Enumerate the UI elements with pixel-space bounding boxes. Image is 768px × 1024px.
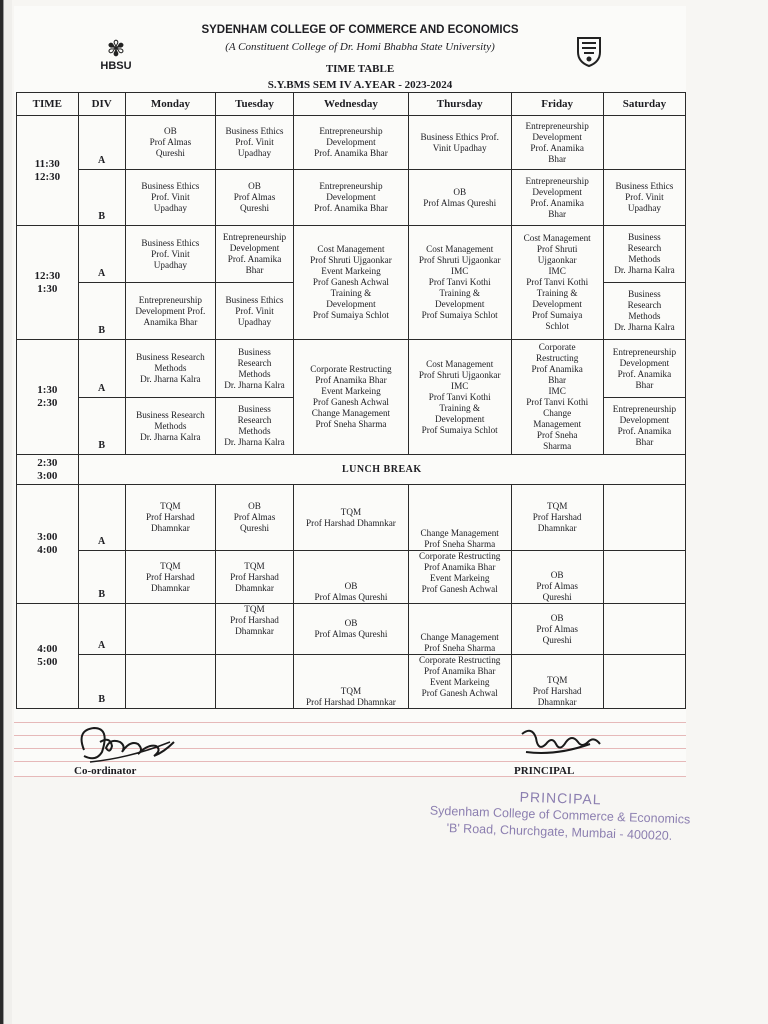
column-header: DIV	[78, 93, 125, 116]
schedule-cell: Entrepreneurship Development Prof. Anamika Bhar	[603, 340, 685, 398]
table-row	[17, 170, 686, 226]
div-cell: B	[78, 655, 125, 709]
time-cell: 3:00 4:00	[17, 485, 79, 604]
time-cell: 12:30 1:30	[17, 226, 79, 340]
schedule-cell: Entrepreneurship Development Prof. Anamika Bhar	[294, 170, 409, 226]
schedule-cell: OB Prof Almas Qureshi	[216, 170, 294, 226]
schedule-cell: Entrepreneurship Development Prof. Anamika Bhar	[511, 170, 603, 226]
schedule-cell	[603, 655, 685, 709]
div-cell: A	[78, 116, 125, 170]
stamp-title: PRINCIPAL	[519, 788, 602, 808]
stamp-line: 'B' Road, Churchgate, Mumbai - 400020.	[446, 821, 673, 843]
time-cell: 2:30 3:00	[17, 455, 79, 485]
schedule-cell: TQM Prof Harshad Dhamnkar	[216, 551, 294, 604]
time-cell: 4:00 5:00	[17, 604, 79, 709]
div-cell: A	[78, 226, 125, 283]
schedule-cell: OB Prof Almas Qureshi	[294, 551, 409, 604]
schedule-cell: Entrepreneurship Development Prof. Anamika Bhar	[125, 283, 215, 340]
schedule-cell	[603, 551, 685, 604]
schedule-cell: Business Research Methods Dr. Jharna Kalra	[603, 226, 685, 283]
schedule-cell: Corporate Restructing Prof Anamika Bhar Event Markeing Prof Ganesh Achwal	[408, 551, 511, 604]
schedule-cell	[125, 604, 215, 655]
schedule-cell: Change Management Prof Sneha Sharma	[408, 604, 511, 655]
table-row	[17, 551, 686, 604]
schedule-cell: Business Ethics Prof. Vinit Upadhay	[603, 170, 685, 226]
schedule-cell	[603, 604, 685, 655]
timetable	[16, 92, 686, 709]
schedule-cell: OB Prof Almas Qureshi	[511, 604, 603, 655]
table-row	[17, 604, 686, 655]
schedule-cell: TQM Prof Harshad Dhamnkar	[216, 604, 294, 655]
schedule-cell: TQM Prof Harshad Dhamnkar	[511, 485, 603, 551]
column-header: TIME	[17, 93, 79, 116]
schedule-cell: Entrepreneurship Development Prof. Anamika Bhar	[603, 398, 685, 455]
schedule-cell: Cost Management Prof Shruti Ujgaonkar IMC Prof Tanvi Kothi Training & Development Prof Sumaiya Schlot	[408, 340, 511, 455]
schedule-cell: Business Ethics Prof. Vinit Upadhay	[216, 283, 294, 340]
time-cell: 1:30 2:30	[17, 340, 79, 455]
column-header: Wednesday	[294, 93, 409, 116]
schedule-cell: Entrepreneurship Development Prof. Anamika Bhar	[294, 116, 409, 170]
schedule-cell: OB Prof Almas Qureshi	[294, 604, 409, 655]
column-header: Thursday	[408, 93, 511, 116]
schedule-cell	[603, 485, 685, 551]
principal-signature-icon	[516, 722, 606, 762]
div-cell: A	[78, 604, 125, 655]
column-header: Monday	[125, 93, 215, 116]
table-row	[17, 485, 686, 551]
div-cell: B	[78, 551, 125, 604]
table-row	[17, 655, 686, 709]
table-row	[17, 455, 686, 485]
schedule-cell: Business Ethics Prof. Vinit Upadhay	[408, 116, 511, 170]
schedule-cell: Business Research Methods Dr. Jharna Kalra	[125, 340, 215, 398]
schedule-cell: Entrepreneurship Development Prof. Anamika Bhar	[511, 116, 603, 170]
schedule-cell: Business Research Methods Dr. Jharna Kalra	[216, 398, 294, 455]
schedule-cell: OB Prof Almas Qureshi	[511, 551, 603, 604]
schedule-cell: TQM Prof Harshad Dhamnkar	[294, 655, 409, 709]
page-binding-edge	[0, 0, 12, 1024]
schedule-cell: Corporate Restructing Prof Anamika Bhar IMC Prof Tanvi Kothi Change Management Prof Sneha Sharma	[511, 340, 603, 455]
time-cell: 11:30 12:30	[17, 116, 79, 226]
schedule-cell: Cost Management Prof Shruti Ujgaonkar IMC Prof Tanvi Kothi Training & Development Prof Sumaiya Schlot	[408, 226, 511, 340]
schedule-cell: OB Prof Almas Qureshi	[125, 116, 215, 170]
college-subtitle: (A Constituent College of Dr. Homi Bhabha State University)	[225, 41, 495, 53]
semester-line: S.Y.BMS SEM IV A.YEAR - 2023-2024	[267, 79, 453, 91]
schedule-cell: Business Ethics Prof. Vinit Upadhay	[125, 226, 215, 283]
schedule-cell: Corporate Restructing Prof Anamika Bhar Event Markeing Prof Ganesh Achwal	[408, 655, 511, 709]
schedule-cell: TQM Prof Harshad Dhamnkar	[511, 655, 603, 709]
div-cell: A	[78, 485, 125, 551]
lunch-break-cell: LUNCH BREAK	[78, 455, 685, 485]
principal-label: PRINCIPAL	[514, 765, 575, 777]
schedule-cell: Entrepreneurship Development Prof. Anamika Bhar	[216, 226, 294, 283]
schedule-cell: TQM Prof Harshad Dhamnkar	[294, 485, 409, 551]
div-cell: A	[78, 340, 125, 398]
schedule-cell: Corporate Restructing Prof Anamika Bhar Event Markeing Prof Ganesh Achwal Change Management Prof Sneha Sharma	[294, 340, 409, 455]
schedule-cell	[603, 116, 685, 170]
table-row	[17, 226, 686, 283]
schedule-cell: Cost Management Prof Shruti Ujgaonkar IMC Prof Tanvi Kothi Training & Development Prof Sumaiya Schlot	[511, 226, 603, 340]
coordinator-signature-icon	[70, 720, 190, 766]
schedule-cell: OB Prof Almas Qureshi	[408, 170, 511, 226]
college-name: SYDENHAM COLLEGE OF COMMERCE AND ECONOMICS	[201, 24, 519, 36]
column-header: Saturday	[603, 93, 685, 116]
schedule-cell	[216, 655, 294, 709]
document-title: TIME TABLE	[325, 63, 395, 75]
schedule-cell: Business Research Methods Dr. Jharna Kalra	[125, 398, 215, 455]
stamp-line: Sydenham College of Commerce & Economics	[429, 803, 691, 827]
schedule-cell: Change Management Prof Sneha Sharma	[408, 485, 511, 551]
schedule-cell: TQM Prof Harshad Dhamnkar	[125, 485, 215, 551]
schedule-cell: Business Ethics Prof. Vinit Upadhay	[216, 116, 294, 170]
coordinator-label: Co-ordinator	[74, 765, 137, 777]
div-cell: B	[78, 283, 125, 340]
table-header-row	[17, 93, 686, 116]
schedule-cell: Cost Management Prof Shruti Ujgaonkar Event Markeing Prof Ganesh Achwal Training & Development Prof Sumaiya Schlot	[294, 226, 409, 340]
div-cell: B	[78, 170, 125, 226]
schedule-cell: OB Prof Almas Qureshi	[216, 485, 294, 551]
table-row	[17, 116, 686, 170]
hbsu-logo-text: HBSU	[100, 60, 132, 72]
column-header: Friday	[511, 93, 603, 116]
hbsu-emblem-icon: ✾	[106, 36, 126, 61]
schedule-cell: Business Research Methods Dr. Jharna Kalra	[603, 283, 685, 340]
schedule-cell	[125, 655, 215, 709]
div-cell: B	[78, 398, 125, 455]
principal-stamp	[419, 785, 701, 846]
table-row	[17, 340, 686, 398]
hbsu-logo	[96, 38, 136, 78]
schedule-cell: TQM Prof Harshad Dhamnkar	[125, 551, 215, 604]
schedule-cell: Business Ethics Prof. Vinit Upadhay	[125, 170, 215, 226]
column-header: Tuesday	[216, 93, 294, 116]
schedule-cell: Business Research Methods Dr. Jharna Kalra	[216, 340, 294, 398]
